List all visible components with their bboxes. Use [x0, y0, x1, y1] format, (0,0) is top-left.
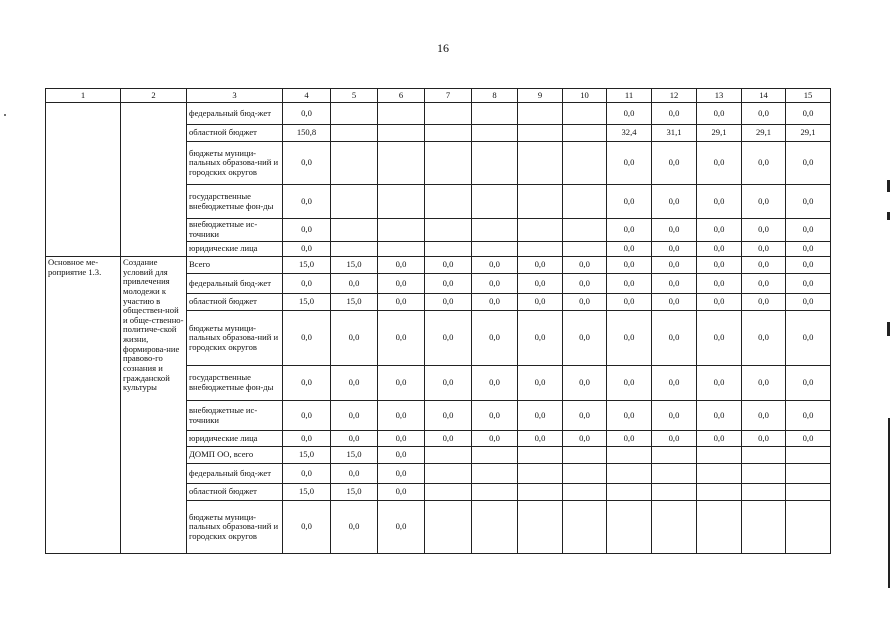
value-cell: 0,0 [697, 294, 742, 311]
value-cell: 0,0 [607, 257, 652, 274]
value-cell: 0,0 [472, 401, 518, 431]
value-cell: 0,0 [607, 185, 652, 219]
value-cell [742, 464, 786, 484]
value-cell: 0,0 [652, 257, 697, 274]
value-cell: 0,0 [697, 219, 742, 242]
source-cell: бюджеты муници-пальных образова-ний и городских округов [187, 142, 283, 185]
value-cell: 0,0 [283, 464, 331, 484]
value-cell [786, 501, 831, 554]
value-cell: 0,0 [742, 219, 786, 242]
value-cell [425, 464, 472, 484]
value-cell: 0,0 [697, 242, 742, 257]
value-cell: 0,0 [472, 257, 518, 274]
value-cell: 0,0 [378, 401, 425, 431]
value-cell: 0,0 [697, 401, 742, 431]
value-cell: 0,0 [472, 274, 518, 294]
value-cell: 0,0 [518, 431, 563, 447]
value-cell: 0,0 [607, 142, 652, 185]
value-cell: 0,0 [283, 366, 331, 401]
header-cell-5: 5 [331, 89, 378, 103]
value-cell: 0,0 [786, 142, 831, 185]
header-cell-11: 11 [607, 89, 652, 103]
value-cell [425, 103, 472, 125]
value-cell: 0,0 [652, 219, 697, 242]
value-cell: 0,0 [652, 274, 697, 294]
source-cell: областной бюджет [187, 294, 283, 311]
value-cell: 0,0 [425, 366, 472, 401]
value-cell [786, 484, 831, 501]
value-cell [607, 447, 652, 464]
value-cell: 0,0 [378, 257, 425, 274]
value-cell: 0,0 [742, 366, 786, 401]
value-cell: 0,0 [786, 311, 831, 366]
value-cell: 0,0 [697, 185, 742, 219]
value-cell [652, 447, 697, 464]
source-cell: юридические лица [187, 242, 283, 257]
value-cell [425, 142, 472, 185]
value-cell: 0,0 [697, 431, 742, 447]
value-cell [652, 484, 697, 501]
value-cell [607, 464, 652, 484]
value-cell: 0,0 [283, 431, 331, 447]
header-cell-6: 6 [378, 89, 425, 103]
value-cell: 15,0 [331, 257, 378, 274]
value-cell: 15,0 [331, 447, 378, 464]
value-cell: 0,0 [378, 464, 425, 484]
value-cell: 29,1 [786, 125, 831, 142]
value-cell: 0,0 [786, 431, 831, 447]
value-cell: 0,0 [742, 185, 786, 219]
value-cell [378, 103, 425, 125]
value-cell: 0,0 [697, 142, 742, 185]
value-cell: 0,0 [652, 311, 697, 366]
value-cell [472, 484, 518, 501]
source-cell: федеральный бюд-жет [187, 274, 283, 294]
value-cell: 0,0 [742, 294, 786, 311]
value-cell [472, 242, 518, 257]
header-cell-15: 15 [786, 89, 831, 103]
value-cell: 0,0 [607, 103, 652, 125]
source-cell: внебюджетные ис-точники [187, 219, 283, 242]
value-cell [518, 219, 563, 242]
measure-name: Основное ме-роприятие 1.3. [46, 257, 121, 554]
value-cell: 0,0 [607, 366, 652, 401]
value-cell: 32,4 [607, 125, 652, 142]
value-cell [378, 142, 425, 185]
value-cell: 0,0 [652, 142, 697, 185]
value-cell: 0,0 [563, 294, 607, 311]
value-cell [786, 464, 831, 484]
value-cell [425, 125, 472, 142]
value-cell: 0,0 [786, 185, 831, 219]
value-cell: 0,0 [742, 142, 786, 185]
scan-dot [4, 114, 6, 116]
value-cell [652, 464, 697, 484]
empty-cell [121, 103, 187, 257]
value-cell: 0,0 [652, 242, 697, 257]
value-cell [425, 447, 472, 464]
value-cell [563, 501, 607, 554]
value-cell: 0,0 [331, 431, 378, 447]
value-cell: 0,0 [697, 257, 742, 274]
empty-cell [46, 103, 121, 257]
value-cell: 0,0 [283, 401, 331, 431]
value-cell: 0,0 [518, 294, 563, 311]
value-cell: 0,0 [697, 103, 742, 125]
value-cell: 0,0 [425, 311, 472, 366]
table-row [46, 257, 831, 274]
source-cell: юридические лица [187, 431, 283, 447]
value-cell [518, 464, 563, 484]
value-cell: 0,0 [563, 257, 607, 274]
value-cell: 0,0 [607, 294, 652, 311]
value-cell [563, 219, 607, 242]
value-cell: 29,1 [697, 125, 742, 142]
value-cell [742, 484, 786, 501]
value-cell: 0,0 [563, 366, 607, 401]
header-cell-9: 9 [518, 89, 563, 103]
budget-table [45, 88, 831, 554]
source-cell: Всего [187, 257, 283, 274]
value-cell: 0,0 [563, 401, 607, 431]
value-cell: 0,0 [607, 219, 652, 242]
value-cell: 0,0 [331, 464, 378, 484]
value-cell: 0,0 [518, 401, 563, 431]
value-cell: 0,0 [518, 274, 563, 294]
table-row [46, 103, 831, 125]
value-cell: 0,0 [652, 366, 697, 401]
header-cell-14: 14 [742, 89, 786, 103]
value-cell: 0,0 [283, 501, 331, 554]
value-cell: 0,0 [786, 242, 831, 257]
source-cell: государственные внебюджетные фон-ды [187, 185, 283, 219]
value-cell: 0,0 [331, 274, 378, 294]
value-cell: 15,0 [283, 447, 331, 464]
value-cell: 0,0 [425, 274, 472, 294]
scan-edge-marks [883, 0, 891, 640]
source-cell: внебюджетные ис-точники [187, 401, 283, 431]
value-cell: 0,0 [786, 294, 831, 311]
value-cell [472, 185, 518, 219]
value-cell: 0,0 [697, 311, 742, 366]
value-cell [518, 447, 563, 464]
value-cell [742, 447, 786, 464]
header-cell-10: 10 [563, 89, 607, 103]
value-cell [425, 484, 472, 501]
value-cell: 0,0 [518, 257, 563, 274]
value-cell [378, 242, 425, 257]
value-cell: 0,0 [378, 501, 425, 554]
value-cell [518, 484, 563, 501]
measure-description: Создание условий для привлечения молодежи к участию в обществен-ной и обще-ственно-политиче-ской жизни, формирова-ние правово-го сознания и гражданской культуры [121, 257, 187, 554]
value-cell: 0,0 [607, 311, 652, 366]
value-cell: 0,0 [472, 311, 518, 366]
value-cell: 0,0 [331, 366, 378, 401]
value-cell: 0,0 [652, 431, 697, 447]
value-cell [518, 242, 563, 257]
value-cell [697, 484, 742, 501]
value-cell: 0,0 [283, 142, 331, 185]
header-cell-8: 8 [472, 89, 518, 103]
source-cell: ДОМП ОО, всего [187, 447, 283, 464]
value-cell: 0,0 [607, 401, 652, 431]
value-cell [472, 219, 518, 242]
source-cell: бюджеты муници-пальных образова-ний и городских округов [187, 311, 283, 366]
value-cell [472, 464, 518, 484]
value-cell [331, 219, 378, 242]
value-cell: 0,0 [283, 103, 331, 125]
value-cell [472, 501, 518, 554]
source-cell: областной бюджет [187, 125, 283, 142]
source-cell: государственные внебюджетные фон-ды [187, 366, 283, 401]
value-cell: 0,0 [697, 274, 742, 294]
value-cell [378, 185, 425, 219]
value-cell: 0,0 [378, 294, 425, 311]
value-cell [518, 125, 563, 142]
value-cell: 29,1 [742, 125, 786, 142]
value-cell: 0,0 [563, 431, 607, 447]
value-cell: 0,0 [786, 257, 831, 274]
value-cell [563, 103, 607, 125]
value-cell [518, 103, 563, 125]
value-cell [607, 501, 652, 554]
value-cell: 0,0 [742, 431, 786, 447]
source-cell: областной бюджет [187, 484, 283, 501]
source-cell: федеральный бюд-жет [187, 464, 283, 484]
value-cell: 0,0 [786, 366, 831, 401]
value-cell: 0,0 [378, 311, 425, 366]
value-cell: 0,0 [652, 185, 697, 219]
value-cell [331, 125, 378, 142]
value-cell [425, 185, 472, 219]
value-cell [472, 142, 518, 185]
value-cell [425, 219, 472, 242]
value-cell [378, 125, 425, 142]
header-cell-1: 1 [46, 89, 121, 103]
value-cell [786, 447, 831, 464]
value-cell: 0,0 [425, 401, 472, 431]
value-cell [607, 484, 652, 501]
value-cell: 0,0 [472, 431, 518, 447]
value-cell [697, 447, 742, 464]
header-cell-3: 3 [187, 89, 283, 103]
value-cell [518, 142, 563, 185]
value-cell: 31,1 [652, 125, 697, 142]
value-cell [563, 484, 607, 501]
value-cell: 15,0 [331, 294, 378, 311]
value-cell: 0,0 [697, 366, 742, 401]
value-cell [742, 501, 786, 554]
value-cell [472, 125, 518, 142]
value-cell [697, 464, 742, 484]
value-cell: 0,0 [518, 311, 563, 366]
value-cell: 0,0 [283, 311, 331, 366]
value-cell: 150,8 [283, 125, 331, 142]
value-cell: 0,0 [378, 431, 425, 447]
value-cell: 0,0 [786, 401, 831, 431]
value-cell: 0,0 [742, 311, 786, 366]
value-cell: 0,0 [518, 366, 563, 401]
value-cell [331, 142, 378, 185]
value-cell [518, 501, 563, 554]
value-cell [472, 447, 518, 464]
value-cell: 0,0 [742, 103, 786, 125]
value-cell [518, 185, 563, 219]
header-cell-12: 12 [652, 89, 697, 103]
value-cell [652, 501, 697, 554]
header-cell-4: 4 [283, 89, 331, 103]
value-cell [563, 142, 607, 185]
value-cell: 0,0 [425, 294, 472, 311]
value-cell [331, 185, 378, 219]
value-cell [425, 501, 472, 554]
value-cell: 0,0 [742, 274, 786, 294]
value-cell: 0,0 [378, 484, 425, 501]
value-cell: 0,0 [786, 103, 831, 125]
value-cell: 0,0 [283, 242, 331, 257]
value-cell: 0,0 [378, 366, 425, 401]
source-cell: федеральный бюд-жет [187, 103, 283, 125]
value-cell: 15,0 [283, 484, 331, 501]
value-cell: 0,0 [563, 274, 607, 294]
value-cell: 0,0 [786, 219, 831, 242]
page-number: 16 [437, 41, 449, 55]
value-cell: 0,0 [331, 501, 378, 554]
value-cell: 0,0 [607, 431, 652, 447]
value-cell: 0,0 [742, 257, 786, 274]
value-cell: 0,0 [607, 274, 652, 294]
value-cell: 0,0 [331, 401, 378, 431]
value-cell: 0,0 [283, 219, 331, 242]
value-cell: 0,0 [742, 242, 786, 257]
value-cell [563, 242, 607, 257]
value-cell: 0,0 [563, 311, 607, 366]
value-cell: 0,0 [425, 431, 472, 447]
value-cell: 0,0 [652, 401, 697, 431]
value-cell: 0,0 [652, 103, 697, 125]
value-cell [563, 185, 607, 219]
value-cell: 15,0 [283, 257, 331, 274]
value-cell: 0,0 [283, 185, 331, 219]
value-cell: 0,0 [607, 242, 652, 257]
value-cell: 0,0 [652, 294, 697, 311]
value-cell: 15,0 [283, 294, 331, 311]
value-cell: 0,0 [786, 274, 831, 294]
value-cell [425, 242, 472, 257]
value-cell: 0,0 [425, 257, 472, 274]
value-cell: 0,0 [378, 274, 425, 294]
header-row [46, 89, 831, 103]
value-cell [331, 103, 378, 125]
value-cell [331, 242, 378, 257]
value-cell: 0,0 [378, 447, 425, 464]
header-cell-7: 7 [425, 89, 472, 103]
value-cell [697, 501, 742, 554]
value-cell: 15,0 [331, 484, 378, 501]
value-cell: 0,0 [283, 274, 331, 294]
value-cell: 0,0 [472, 366, 518, 401]
source-cell: бюджеты муници-пальных образова-ний и городских округов [187, 501, 283, 554]
value-cell [563, 464, 607, 484]
value-cell [378, 219, 425, 242]
value-cell [563, 125, 607, 142]
header-cell-13: 13 [697, 89, 742, 103]
value-cell: 0,0 [472, 294, 518, 311]
header-cell-2: 2 [121, 89, 187, 103]
value-cell [472, 103, 518, 125]
value-cell [563, 447, 607, 464]
value-cell: 0,0 [331, 311, 378, 366]
value-cell: 0,0 [742, 401, 786, 431]
